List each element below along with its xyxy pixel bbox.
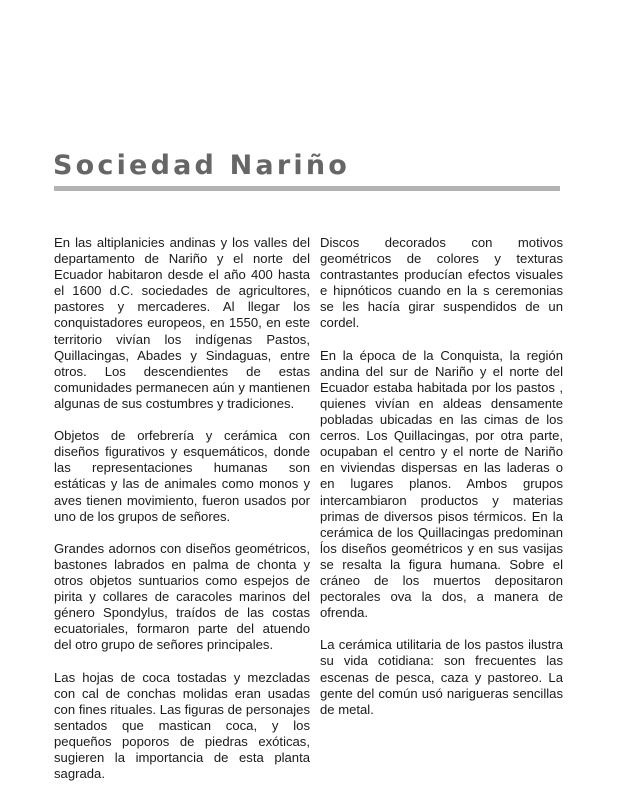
paragraph: Grandes adornos con diseños geométricos, bastones labrados en palma de chonta y otros objetos suntuarios como espejos de pirita y collares de caracoles marinos del género Spondylus, traídos de las costas ecuatoriales, formaron parte del atuendo del otro grupo de señores principales. bbox=[54, 540, 310, 653]
paragraph: Discos decorados con motivos geométricos de colores y texturas contrastantes producían efectos visuales e hipnóticos cuando en la s ceremonias se les hacía girar suspendidos de un cordel. bbox=[320, 235, 563, 331]
paragraph: Objetos de orfebrería y cerámica con diseños figurativos y esquemáticos, donde las representaciones humanas son estáticas y las de animales como monos y aves tienen movimiento, fueron usados por uno de los grupos de señores. bbox=[54, 428, 310, 524]
page-title: Sociedad Nariño bbox=[53, 150, 350, 181]
paragraph: La cerámica utilitaria de los pastos ilustra su vida cotidiana: son frecuentes las escenas de pesca, caza y pastoreo. La gente del común usó narigueras sencillas de metal. bbox=[320, 637, 563, 717]
paragraph: En las altiplanicies andinas y los valles del departamento de Nariño y el norte del Ecuador habitaron desde el año 400 hasta el 1600 d.C. sociedades de agricultores, pastores y mercaderes. Al llegar los conquistadores europeos, en 1550, en este territorio vivían los indígenas Pastos, Quillacingas, Abades y Sindaguas, entre otros. Los descendientes de estas comunidades permanecen aún y mantienen algunas de sus costumbres y tradiciones. bbox=[54, 235, 310, 411]
title-underline-rule bbox=[54, 186, 560, 191]
paragraph: Las hojas de coca tostadas y mezcladas con cal de conchas molidas eran usadas con fines rituales. Las figuras de personajes sentados que mastican coca, y los pequeños poporos de piedras exóticas, sugieren la importancia de esta planta sagrada. bbox=[54, 669, 310, 782]
text-column-left bbox=[54, 235, 310, 798]
paragraph: En la época de la Conquista, la región andina del sur de Nariño y el norte del Ecuador estaba habitada por los pastos , quienes vivían en aldeas densamente pobladas ubicadas en las cimas de los cerros. Los Quillacingas, por otra parte, ocupaban el centro y el norte de Nariño en viviendas dispersas en las laderas o en lugares planos. Ambos grupos intercambiaron productos y materias primas de diversos pisos térmicos. En la cerámica de los Quillacingas predominan ĺos diseños geométricos y en sus vasijas se resalta la figura humana. Sobre el cráneo de los muertos depositaron pectorales ova la dos, a manera de ofrenda. bbox=[320, 347, 563, 621]
text-column-right bbox=[320, 235, 563, 734]
